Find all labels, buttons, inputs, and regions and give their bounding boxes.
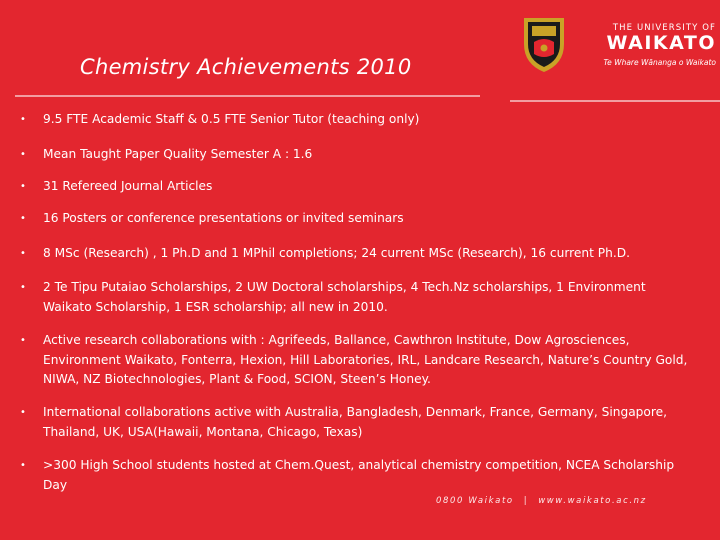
list-item — [20, 177, 700, 197]
list-item — [20, 403, 700, 442]
bullet-icon: • — [20, 282, 26, 293]
logo-name: WAIKATO — [606, 32, 716, 54]
logo-motto: Te Whare Wānanga o Waikato — [603, 58, 716, 67]
footer — [436, 496, 647, 506]
list-item-text: 16 Posters or conference presentations or invited seminars — [43, 211, 404, 225]
bullet-icon: • — [20, 460, 26, 471]
list-item — [20, 244, 700, 264]
bullet-icon: • — [20, 114, 26, 125]
logo-top-line: THE UNIVERSITY OF — [612, 23, 716, 33]
list-item — [20, 209, 700, 229]
list-item — [20, 278, 700, 317]
bullet-icon: • — [20, 213, 26, 224]
footer-website: www.waikato.ac.nz — [538, 496, 647, 506]
list-item-text: Active research collaborations with : Agrifeeds, Ballance, Cawthron Institute, Dow Agrosciences, Environment Waikato, Fonterra, Hexion, Hill Laboratories, IRL, Landcare Research, Nature’s Country Gold, NIWA, NZ Biotechnologies, Plant & Food, SCION, Steen’s Honey. — [43, 333, 688, 386]
list-item-text: 9.5 FTE Academic Staff & 0.5 FTE Senior Tutor (teaching only) — [43, 112, 420, 126]
bullet-icon: • — [20, 335, 26, 346]
footer-separator: | — [523, 496, 529, 506]
bullet-icon: • — [20, 407, 26, 418]
list-item — [20, 331, 700, 390]
list-item-text: >300 High School students hosted at Chem.Quest, analytical chemistry competition, NCEA Scholarship Day — [43, 458, 675, 492]
list-item — [20, 456, 700, 495]
bullet-icon: • — [20, 181, 26, 192]
footer-phone: 0800 Waikato — [436, 496, 514, 506]
list-item — [20, 110, 700, 130]
slide-title: Chemistry Achievements 2010 — [80, 55, 412, 79]
list-item-text: 8 MSc (Research) , 1 Ph.D and 1 MPhil completions; 24 current MSc (Research), 16 current Ph.D. — [43, 246, 630, 260]
list-item-text: 31 Refereed Journal Articles — [43, 179, 213, 193]
list-item — [20, 145, 700, 165]
list-item-text: 2 Te Tipu Putaiao Scholarships, 2 UW Doctoral scholarships, 4 Tech.Nz scholarships, 1 Environment Waikato Scholarship, 1 ESR scholarship; all new in 2010. — [43, 280, 646, 314]
bullet-icon: • — [20, 248, 26, 259]
list-item-text: Mean Taught Paper Quality Semester A : 1.6 — [43, 147, 313, 161]
bullet-icon: • — [20, 149, 26, 160]
list-item-text: International collaborations active with Australia, Bangladesh, Denmark, France, Germany, Singapore, Thailand, UK, USA(Hawaii, Montana, Chicago, Texas) — [43, 405, 667, 439]
